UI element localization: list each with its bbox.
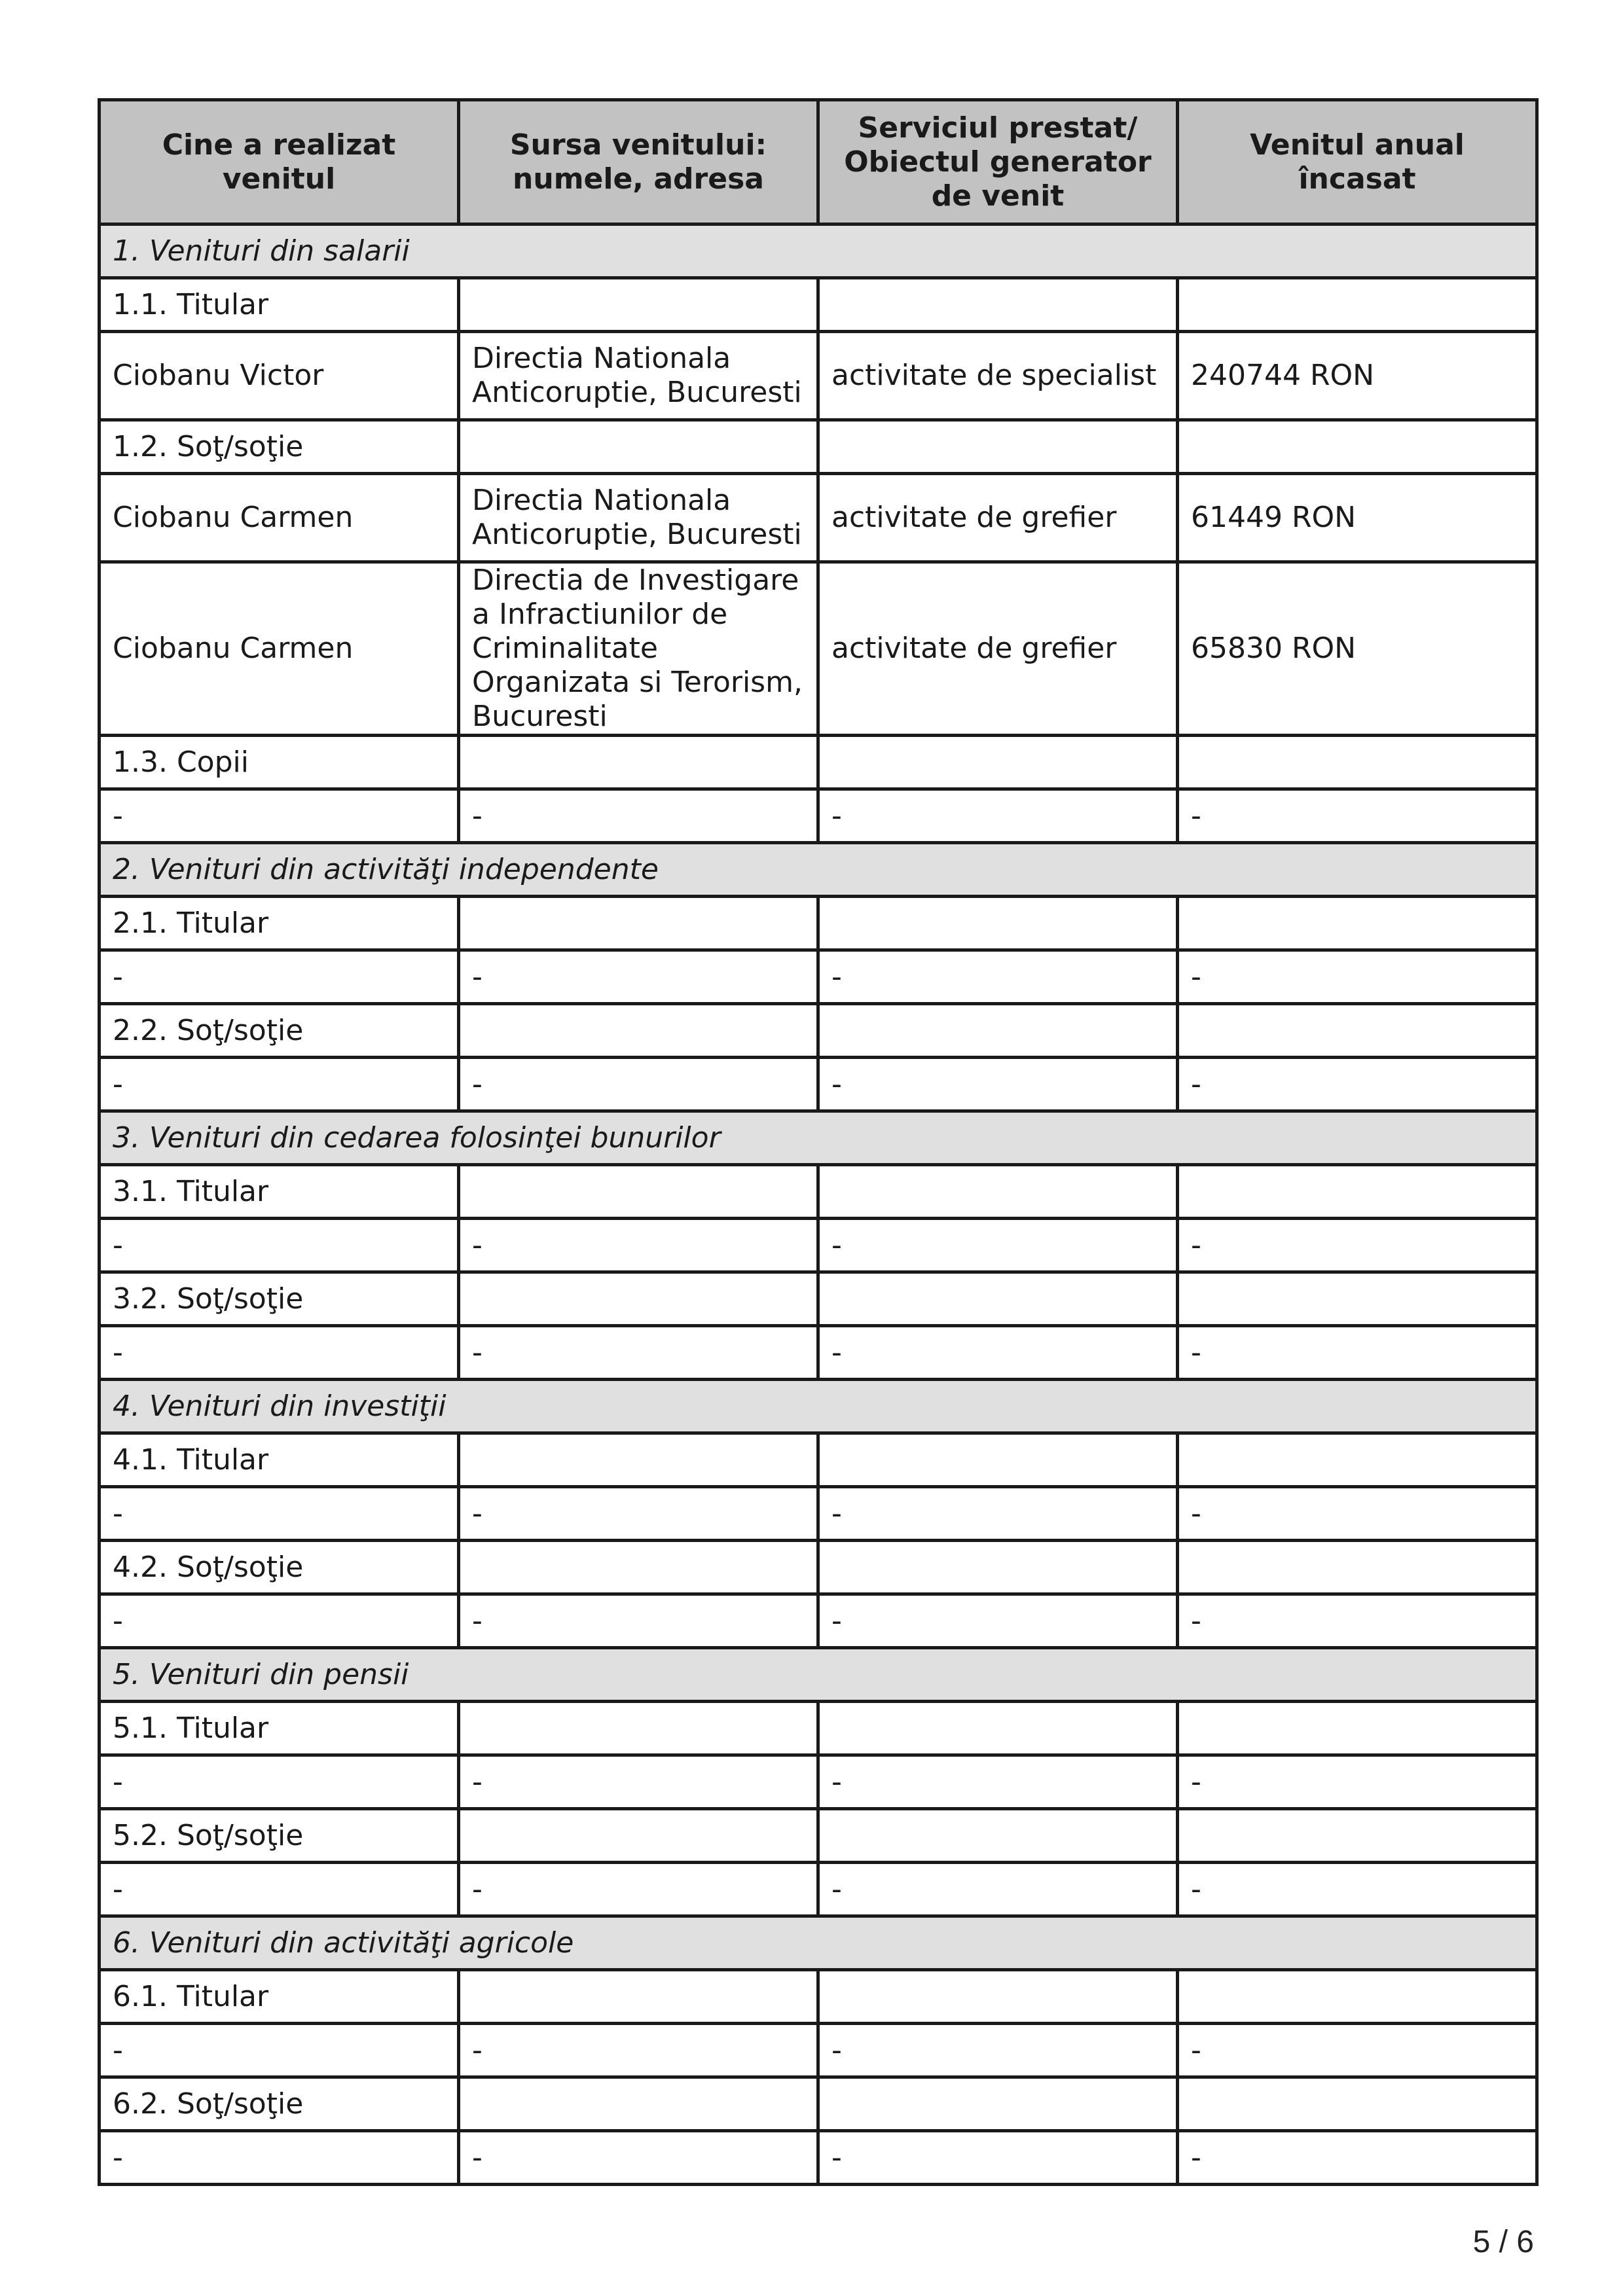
cell-sursa — [459, 897, 818, 950]
cell-sursa: - — [459, 1058, 818, 1111]
table-row — [100, 1219, 1537, 1272]
cell-sursa — [459, 278, 818, 332]
section-row — [100, 224, 1537, 278]
cell-sursa: - — [459, 1594, 818, 1648]
cell-serviciu: - — [818, 1219, 1178, 1272]
cell-sursa — [459, 1272, 818, 1326]
cell-cine: - — [100, 1594, 459, 1648]
header-sursa-venitului: Sursa venitului: numele, adresa — [459, 100, 818, 224]
section-label: 2. Venituri din activităţi independente — [100, 843, 1537, 897]
cell-serviciu: - — [818, 2131, 1178, 2185]
cell-venit: - — [1178, 1755, 1537, 1809]
cell-sursa: - — [459, 1487, 818, 1541]
cell-cine: - — [100, 2131, 459, 2185]
cell-cine: - — [100, 1058, 459, 1111]
cell-serviciu: - — [818, 1326, 1178, 1380]
header-row — [100, 100, 1537, 224]
section-label: 6. Venituri din activităţi agricole — [100, 1916, 1537, 1970]
cell-sursa: - — [459, 950, 818, 1004]
cell-venit — [1178, 1541, 1537, 1594]
cell-venit: - — [1178, 2024, 1537, 2077]
cell-venit: 61449 RON — [1178, 474, 1537, 562]
cell-serviciu: activitate de grefier — [818, 474, 1178, 562]
cell-sursa: - — [459, 2131, 818, 2185]
cell-venit: 65830 RON — [1178, 562, 1537, 736]
table-row — [100, 1970, 1537, 2024]
table-row — [100, 562, 1537, 736]
cell-sursa — [459, 420, 818, 474]
cell-sursa: Directia Nationala Anticoruptie, Bucuresti — [459, 474, 818, 562]
cell-sursa — [459, 1433, 818, 1487]
header-serviciul-prestat: Serviciul prestat/ Obiectul generator de venit — [818, 100, 1178, 224]
cell-cine: 3.1. Titular — [100, 1165, 459, 1219]
cell-venit — [1178, 1272, 1537, 1326]
cell-venit — [1178, 1165, 1537, 1219]
cell-sursa: - — [459, 789, 818, 843]
cell-serviciu: activitate de specialist — [818, 332, 1178, 420]
table-row — [100, 789, 1537, 843]
cell-cine: 1.3. Copii — [100, 736, 459, 789]
cell-venit: - — [1178, 1863, 1537, 1916]
cell-serviciu: - — [818, 1755, 1178, 1809]
cell-cine: 4.1. Titular — [100, 1433, 459, 1487]
cell-sursa — [459, 1541, 818, 1594]
cell-venit: 240744 RON — [1178, 332, 1537, 420]
cell-sursa: - — [459, 1219, 818, 1272]
cell-venit: - — [1178, 950, 1537, 1004]
cell-venit — [1178, 1702, 1537, 1755]
table-row — [100, 1004, 1537, 1058]
section-label: 1. Venituri din salarii — [100, 224, 1537, 278]
cell-serviciu: activitate de grefier — [818, 562, 1178, 736]
cell-serviciu — [818, 1004, 1178, 1058]
cell-serviciu: - — [818, 1863, 1178, 1916]
cell-serviciu — [818, 736, 1178, 789]
cell-sursa: - — [459, 2024, 818, 2077]
table-row — [100, 1755, 1537, 1809]
cell-sursa: Directia Nationala Anticoruptie, Bucuresti — [459, 332, 818, 420]
cell-sursa — [459, 736, 818, 789]
cell-venit: - — [1178, 1326, 1537, 1380]
cell-venit — [1178, 278, 1537, 332]
table-header — [100, 100, 1537, 224]
table-row — [100, 1058, 1537, 1111]
table-row — [100, 1272, 1537, 1326]
cell-cine: - — [100, 1326, 459, 1380]
table-row — [100, 278, 1537, 332]
cell-serviciu — [818, 2077, 1178, 2131]
cell-serviciu: - — [818, 950, 1178, 1004]
page-number: 5 / 6 — [1472, 2225, 1534, 2259]
cell-sursa: Directia de Investigare a Infractiunilor de Criminalitate Organizata si Terorism, Bucuresti — [459, 562, 818, 736]
table-row — [100, 1326, 1537, 1380]
cell-serviciu: - — [818, 1594, 1178, 1648]
cell-serviciu — [818, 897, 1178, 950]
section-label: 5. Venituri din pensii — [100, 1648, 1537, 1702]
cell-venit — [1178, 420, 1537, 474]
cell-serviciu: - — [818, 2024, 1178, 2077]
cell-venit: - — [1178, 1058, 1537, 1111]
table-row — [100, 1594, 1537, 1648]
cell-venit — [1178, 1433, 1537, 1487]
cell-cine: 1.2. Soţ/soţie — [100, 420, 459, 474]
cell-cine: - — [100, 1487, 459, 1541]
table-row — [100, 420, 1537, 474]
cell-cine: - — [100, 950, 459, 1004]
cell-cine: 3.2. Soţ/soţie — [100, 1272, 459, 1326]
cell-sursa: - — [459, 1863, 818, 1916]
cell-serviciu — [818, 1541, 1178, 1594]
cell-sursa: - — [459, 1755, 818, 1809]
cell-serviciu: - — [818, 1058, 1178, 1111]
cell-venit: - — [1178, 789, 1537, 843]
cell-cine: - — [100, 1863, 459, 1916]
cell-cine: - — [100, 1219, 459, 1272]
cell-cine: 6.1. Titular — [100, 1970, 459, 2024]
cell-serviciu — [818, 278, 1178, 332]
cell-serviciu — [818, 1433, 1178, 1487]
cell-serviciu — [818, 1272, 1178, 1326]
cell-venit — [1178, 897, 1537, 950]
cell-venit: - — [1178, 1487, 1537, 1541]
section-label: 3. Venituri din cedarea folosinţei bunurilor — [100, 1111, 1537, 1165]
cell-cine: 4.2. Soţ/soţie — [100, 1541, 459, 1594]
table-body — [100, 224, 1537, 2185]
table-row — [100, 1487, 1537, 1541]
cell-cine: 5.2. Soţ/soţie — [100, 1809, 459, 1863]
table-row — [100, 1541, 1537, 1594]
cell-sursa: - — [459, 1326, 818, 1380]
header-cine-a-realizat: Cine a realizat venitul — [100, 100, 459, 224]
section-row — [100, 1648, 1537, 1702]
table-row — [100, 2131, 1537, 2185]
table-row — [100, 1809, 1537, 1863]
cell-serviciu — [818, 420, 1178, 474]
cell-cine: Ciobanu Carmen — [100, 562, 459, 736]
cell-serviciu — [818, 1165, 1178, 1219]
section-label: 4. Venituri din investiţii — [100, 1380, 1537, 1433]
cell-serviciu: - — [818, 789, 1178, 843]
cell-sursa — [459, 2077, 818, 2131]
cell-cine: 2.2. Soţ/soţie — [100, 1004, 459, 1058]
section-row — [100, 1111, 1537, 1165]
income-table — [98, 98, 1539, 2186]
cell-cine: Ciobanu Victor — [100, 332, 459, 420]
cell-venit — [1178, 1004, 1537, 1058]
table-row — [100, 2077, 1537, 2131]
cell-cine: - — [100, 789, 459, 843]
cell-serviciu: - — [818, 1487, 1178, 1541]
section-row — [100, 1916, 1537, 1970]
table-row — [100, 1433, 1537, 1487]
cell-venit — [1178, 1970, 1537, 2024]
cell-venit — [1178, 1809, 1537, 1863]
cell-cine: Ciobanu Carmen — [100, 474, 459, 562]
cell-venit — [1178, 2077, 1537, 2131]
table-row — [100, 1165, 1537, 1219]
cell-cine: - — [100, 1755, 459, 1809]
cell-cine: - — [100, 2024, 459, 2077]
table-row — [100, 332, 1537, 420]
table-row — [100, 736, 1537, 789]
cell-serviciu — [818, 1970, 1178, 2024]
cell-cine: 1.1. Titular — [100, 278, 459, 332]
cell-sursa — [459, 1970, 818, 2024]
table-row — [100, 474, 1537, 562]
cell-sursa — [459, 1702, 818, 1755]
cell-sursa — [459, 1165, 818, 1219]
cell-serviciu — [818, 1702, 1178, 1755]
cell-venit: - — [1178, 2131, 1537, 2185]
table-row — [100, 950, 1537, 1004]
cell-sursa — [459, 1809, 818, 1863]
cell-venit — [1178, 736, 1537, 789]
cell-venit: - — [1178, 1594, 1537, 1648]
table-row — [100, 1702, 1537, 1755]
cell-serviciu — [818, 1809, 1178, 1863]
cell-sursa — [459, 1004, 818, 1058]
header-venitul-anual: Venitul anual încasat — [1178, 100, 1537, 224]
cell-venit: - — [1178, 1219, 1537, 1272]
table-row — [100, 2024, 1537, 2077]
table-row — [100, 897, 1537, 950]
cell-cine: 5.1. Titular — [100, 1702, 459, 1755]
cell-cine: 2.1. Titular — [100, 897, 459, 950]
section-row — [100, 843, 1537, 897]
cell-cine: 6.2. Soţ/soţie — [100, 2077, 459, 2131]
table-row — [100, 1863, 1537, 1916]
section-row — [100, 1380, 1537, 1433]
